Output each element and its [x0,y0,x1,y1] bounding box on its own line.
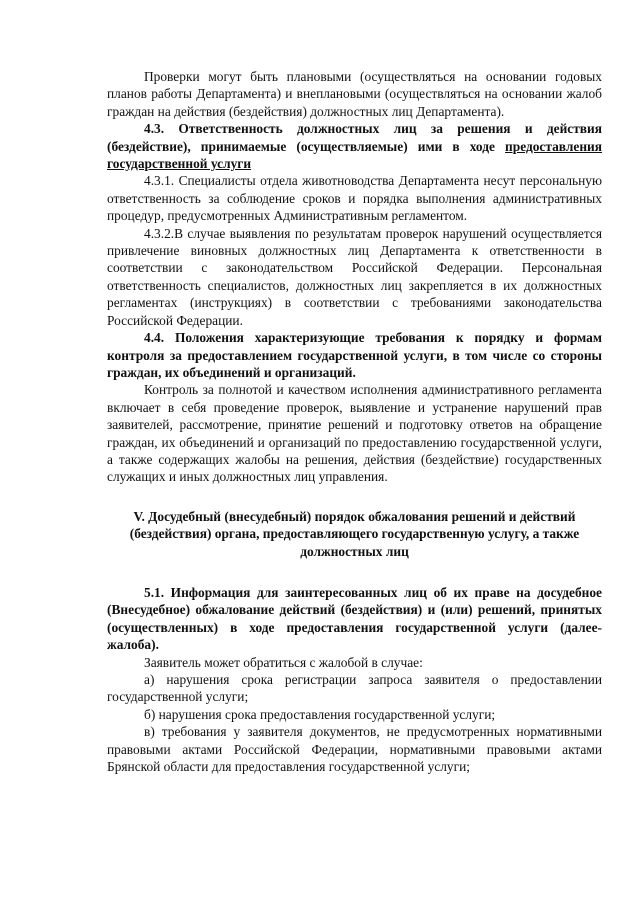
paragraph-4-4: Контроль за полнотой и качеством исполнения административного регламента включает в себя проведение проверок, выявление и устранение нарушений прав заявителей, рассмотрение, принятие решений и подготовку ответов на обращение граждан, их объединений и организаций по предоставлению государственной услуги, а также содержащих жалобы на решения, действия (бездействие) государственных служащих и иных должностных лиц управления. [107,382,602,485]
paragraph-5-1-intro: Заявитель может обратиться с жалобой в случае: [144,654,423,670]
heading-4-3-underlined: предоставления государственной услуги [107,138,602,172]
paragraph-inspections: Проверки могут быть плановыми (осуществляться на основании годовых планов работы Департамента) и внеплановыми (осуществляться на основании жалоб граждан на действия (бездействия) должностных лиц Департамента). [107,69,602,119]
document-body [107,68,602,775]
heading-4-4: 4.4. Положения характеризующие требования к порядку и формам контроля за предоставлением государственной услуги, в том числе со стороны граждан, их объединений и организаций. [107,330,602,380]
chapter-5-title: V. Досудебный (внесудебный) порядок обжалования решений и действий (бездействия) органа, предоставляющего государственную услугу, а также должностных лиц [129,508,580,559]
list-item-a: а) нарушения срока регистрации запроса заявителя о предоставлении государственной услуги; [107,672,602,705]
heading-5-1: 5.1. Информация для заинтересованных лиц об их праве на досудебное (Внесудебное) обжалование действий (бездействия) и (или) решений, принятых (осуществленных) в ходе предоставления государственной услуги (далее- жалоба). [107,584,602,653]
paragraph-4-3-2: 4.3.2.В случае выявления по результатам проверок нарушений осуществляется привлечение виновных должностных лиц Департамента к ответственности в соответствии с законодательством Российской Федерации. Персональная ответственность специалистов, должностных лиц закрепляется в их должностных регламентах (инструкциях) в соответствии с требованиями законодательства Российской Федерации. [107,225,602,328]
list-item-c: в) требования у заявителя документов, не предусмотренных нормативными правовыми актами Российской Федерации, нормативными правовыми актами Брянской области для предоставления государственной услуги; [107,724,602,775]
list-item-b: б) нарушения срока предоставления государственной услуги; [144,706,496,722]
paragraph-4-3-1: 4.3.1. Специалисты отдела животноводства Департамента несут персональную ответственность за соблюдение сроков и порядка выполнения административных процедур, предусмотренных Административным регламентом. [107,173,602,224]
heading-4-3-text: 4.3. Ответственность должностных лиц за решения и действия (бездействие), принимаемые (осуществляемые) ими в ходе [107,121,602,154]
heading-4-3 [107,120,602,172]
